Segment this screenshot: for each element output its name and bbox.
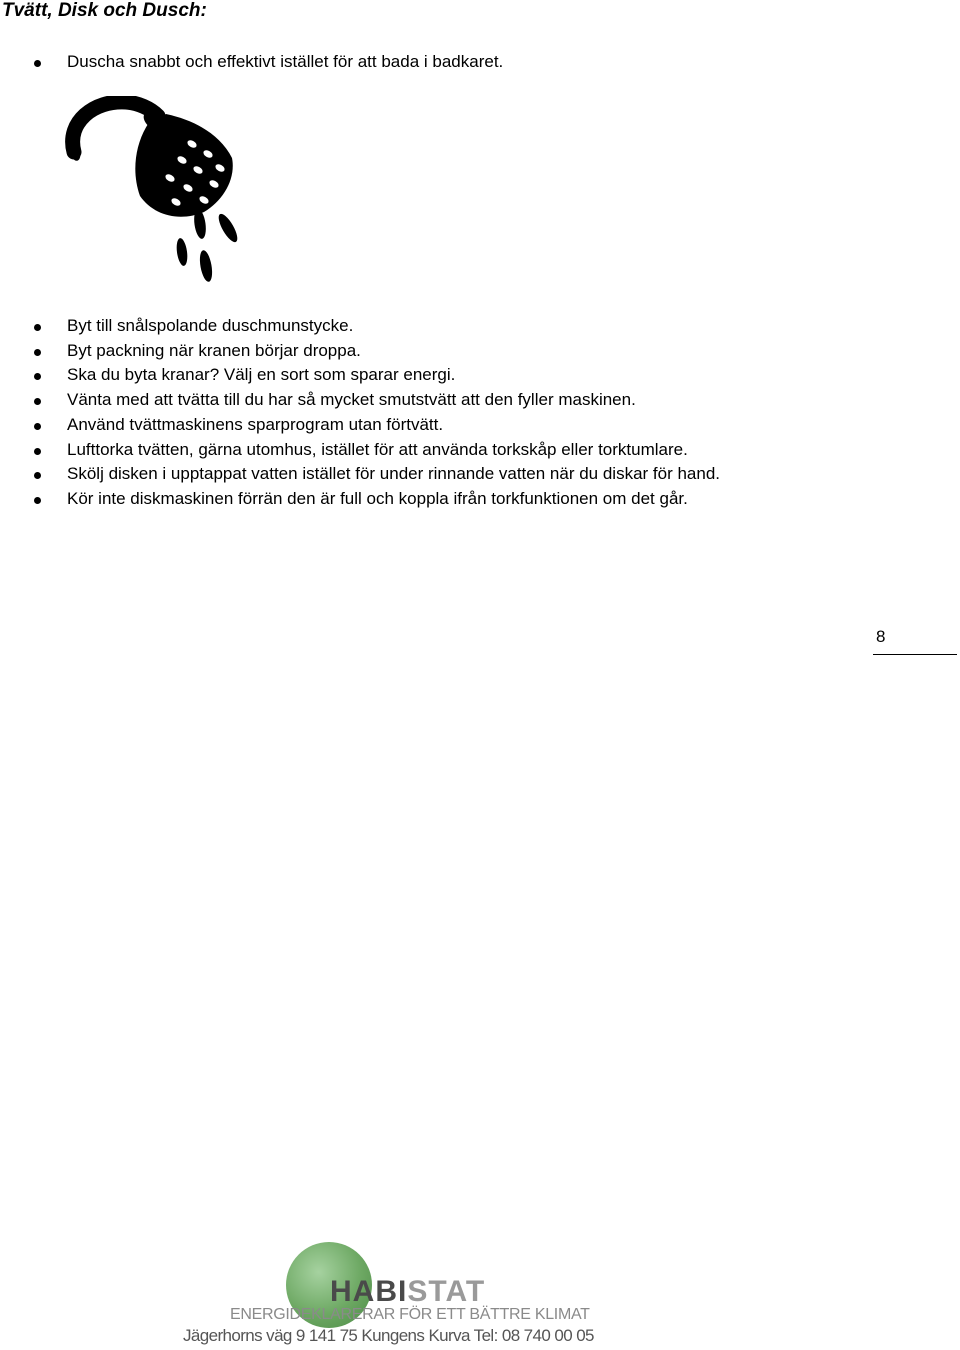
list-item: Byt packning när kranen börjar droppa. [0,339,930,364]
section-heading: Tvätt, Disk och Dusch: [2,0,207,21]
tips-list-top [0,50,930,75]
logo-wordmark [330,1276,485,1308]
list-item: Skölj disken i upptappat vatten istället för under rinnande vatten när du diskar för hand. [0,462,930,487]
logo-word-part: STAT [407,1275,486,1308]
tips-list-main [0,314,930,512]
list-item: Kör inte diskmaskinen förrän den är full och koppla ifrån torkfunktionen om det går. [0,487,930,512]
logo-word-part: HABI [330,1275,408,1308]
footer-address: Jägerhorns väg 9 141 75 Kungens Kurva Tel: 08 740 00 05 [183,1326,594,1345]
list-item: Vänta med att tvätta till du har så mycket smutstvätt att den fyller maskinen. [0,388,930,413]
shower-head-icon [64,96,244,292]
list-item: Byt till snålspolande duschmunstycke. [0,314,930,339]
page-number-rule [873,654,957,655]
page-number: 8 [876,627,886,646]
list-item: Duscha snabbt och effektivt istället för att bada i badkaret. [0,50,930,75]
logo-tagline: ENERGIDEKLARERAR FÖR ETT BÄTTRE KLIMAT [230,1306,590,1323]
footer-logo [180,1240,640,1350]
list-item: Lufttorka tvätten, gärna utomhus, istället för att använda torkskåp eller torktumlare. [0,438,930,463]
list-item: Ska du byta kranar? Välj en sort som sparar energi. [0,363,930,388]
list-item: Använd tvättmaskinens sparprogram utan förtvätt. [0,413,930,438]
